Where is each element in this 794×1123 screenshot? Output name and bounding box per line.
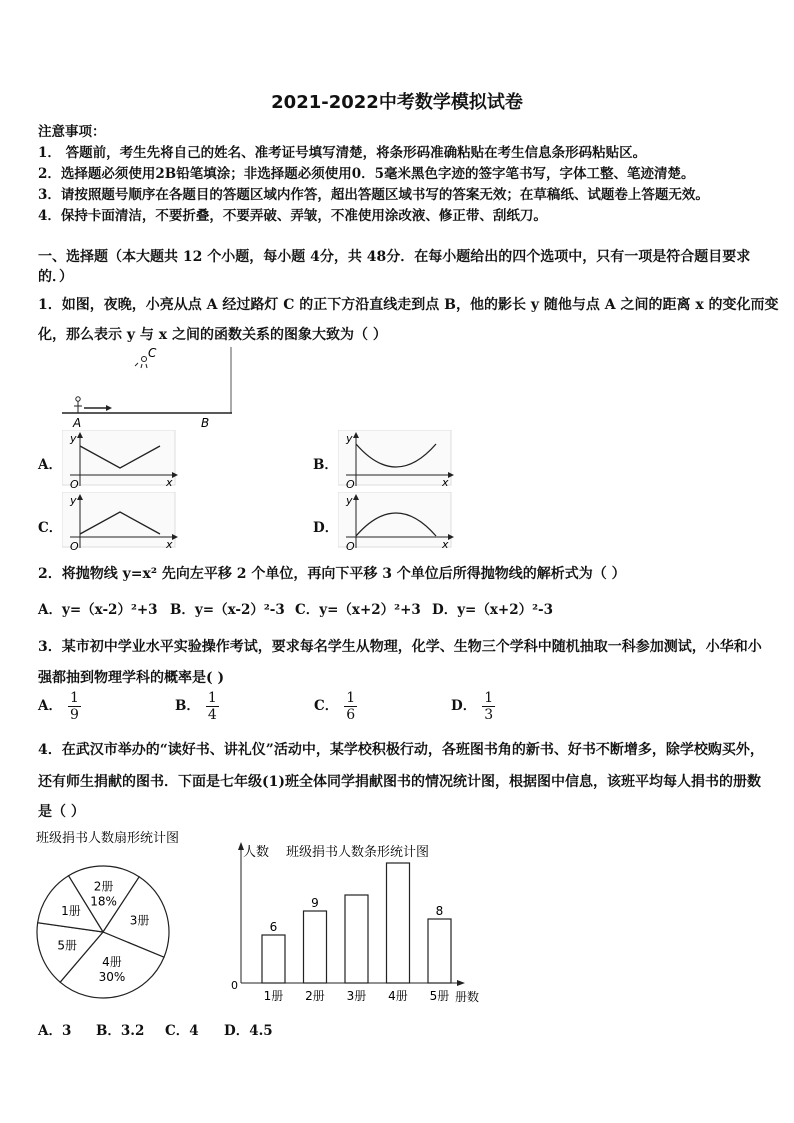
bar-data-label: 6 <box>269 920 278 934</box>
section-heading-cont: 的．） <box>38 269 73 285</box>
page-title: 2021-2022中考数学模拟试卷 <box>271 92 523 113</box>
pie-label: 5册 <box>57 938 78 953</box>
q3-option-a: A． $\frac{1}{9}$ <box>38 690 79 723</box>
q2-text: 2．将抛物线 y=x² 先向左平移 2 个单位，再向下平移 3 个单位后所得抛物线的解析式为（ ） <box>38 566 626 582</box>
notice-item: 1． 答题前，考生先将自己的姓名、准考证号填写清楚，将条形码准确粘贴在考生信息条形码粘贴区。 <box>38 145 647 161</box>
q4-option-d: D．4.5 <box>224 1023 273 1039</box>
point-b-label: B <box>201 416 210 430</box>
q1-option-b-graph <box>338 430 458 492</box>
svg-text:x: x <box>442 476 449 489</box>
bar-title: 班级捐书人数条形统计图 <box>286 845 430 860</box>
pie-percent-label: 18% <box>90 894 117 909</box>
x-tick-label: 3册 <box>346 989 367 1003</box>
bar <box>428 919 451 983</box>
q4-option-c: C．4 <box>165 1023 199 1039</box>
q1-text-cont: 化，那么表示 y 与 x 之间的函数关系的图象大致为（ ） <box>38 327 387 343</box>
q3-text-cont: 强都抽到物理学科的概率是( ) <box>38 670 225 686</box>
pie-label: 2册 <box>93 879 114 894</box>
bar <box>387 863 410 983</box>
pie-label: 1册 <box>61 903 81 918</box>
q3-option-b: B． $\frac{1}{4}$ <box>175 690 217 723</box>
pie-label: 3册 <box>129 913 150 928</box>
q1-option-d-label: D． <box>313 520 339 536</box>
bar-data-label: 9 <box>311 896 319 910</box>
q4-option-a: A．3 <box>38 1023 72 1039</box>
svg-text:O: O <box>70 540 79 553</box>
q1-option-c-graph <box>62 492 182 554</box>
section-heading: 一、选择题（本大题共 12 个小题，每小题 4分，共 48分．在每小题给出的四个选项中，只有一项是符合题目要求 <box>38 249 751 265</box>
svg-text:O: O <box>346 478 355 491</box>
svg-text:y: y <box>346 494 353 507</box>
notice-item: 4．保持卡面清洁，不要折叠，不要弄破、弄皱，不准使用涂改液、修正带、刮纸刀。 <box>38 208 547 224</box>
q2-option-c: C．y=（x+2）²+3 <box>295 602 421 618</box>
q3-option-c: C． $\frac{1}{6}$ <box>314 690 356 723</box>
pie-label: 4册 <box>102 955 122 970</box>
q3-option-d: D． $\frac{1}{3}$ <box>451 690 494 723</box>
person-icon <box>76 397 80 401</box>
bar-data-label: 8 <box>435 904 444 918</box>
x-tick-label: 5册 <box>429 989 450 1003</box>
q4-text-cont: 还有师生捐献的图书．下面是七年级(1)班全体同学捐献图书的情况统计图，根据图中信息，该班平均每人捐书的册数 <box>38 774 761 790</box>
q2-option-b: B．y=（x-2）²-3 <box>170 602 285 618</box>
q4-option-b: B．3.2 <box>96 1023 145 1039</box>
x-tick-label: 4册 <box>388 989 408 1003</box>
svg-text:y: y <box>70 432 77 445</box>
q3-text: 3．某市初中学业水平实验操作考试，要求每名学生从物理，化学、生物三个学科中随机抽取一科参加测试，小华和小 <box>38 639 762 655</box>
q4-text: 4．在武汉市举办的“读好书、讲礼仪”活动中，某学校积极行动，各班图书角的新书、好书不断增多，除学校购买外， <box>38 742 764 758</box>
bar <box>345 895 368 983</box>
q1-figure <box>62 345 237 431</box>
y-axis-label: 人数 <box>243 845 270 860</box>
q1-option-c-label: C． <box>38 520 63 536</box>
svg-text:y: y <box>70 494 77 507</box>
x-tick-label: 2册 <box>305 989 325 1003</box>
q2-option-a: A．y=（x-2）²+3 <box>38 602 158 618</box>
svg-text:y: y <box>346 432 353 445</box>
pie-percent-label: 30% <box>98 970 126 985</box>
x-axis-label: 册数 <box>455 990 480 1004</box>
q1-text: 1．如图，夜晚，小亮从点 A 经过路灯 C 的正下方沿直线走到点 B，他的影长 y 随他与点 A 之间的距离 x 的变化而变 <box>38 297 779 313</box>
point-a-label: A <box>73 416 82 430</box>
lamp-icon <box>142 357 147 362</box>
x-tick-label: 1册 <box>263 989 284 1003</box>
notice-item: 2．选择题必须使用2B铅笔填涂；非选择题必须使用0．5毫米黑色字迹的签字笔书写，字体工整、笔迹清楚。 <box>38 166 695 182</box>
q4-text-cont2: 是（ ） <box>38 804 85 820</box>
notice-item: 3．请按照题号顺序在各题目的答题区域内作答，超出答题区域书写的答案无效；在草稿纸、试题卷上答题无效。 <box>38 187 709 203</box>
pie-chart <box>36 826 206 1006</box>
bar <box>262 935 285 983</box>
q1-option-d-graph <box>338 492 458 554</box>
point-c-label: C <box>148 346 157 360</box>
bar-chart <box>225 838 515 1008</box>
q2-option-d: D．y=（x+2）²-3 <box>432 602 554 618</box>
q1-option-b-label: B． <box>313 457 338 473</box>
q1-option-a-label: A． <box>38 457 62 473</box>
svg-text:x: x <box>442 538 449 551</box>
notice-heading: 注意事项： <box>38 124 106 140</box>
svg-text:x: x <box>166 476 173 489</box>
pie-title: 班级捐书人数扇形统计图 <box>36 831 180 846</box>
svg-text:x: x <box>166 538 173 551</box>
bar <box>304 911 327 983</box>
svg-text:O: O <box>70 478 79 491</box>
origin-label: 0 <box>231 979 238 992</box>
svg-text:O: O <box>346 540 355 553</box>
q1-option-a-graph <box>62 430 182 492</box>
